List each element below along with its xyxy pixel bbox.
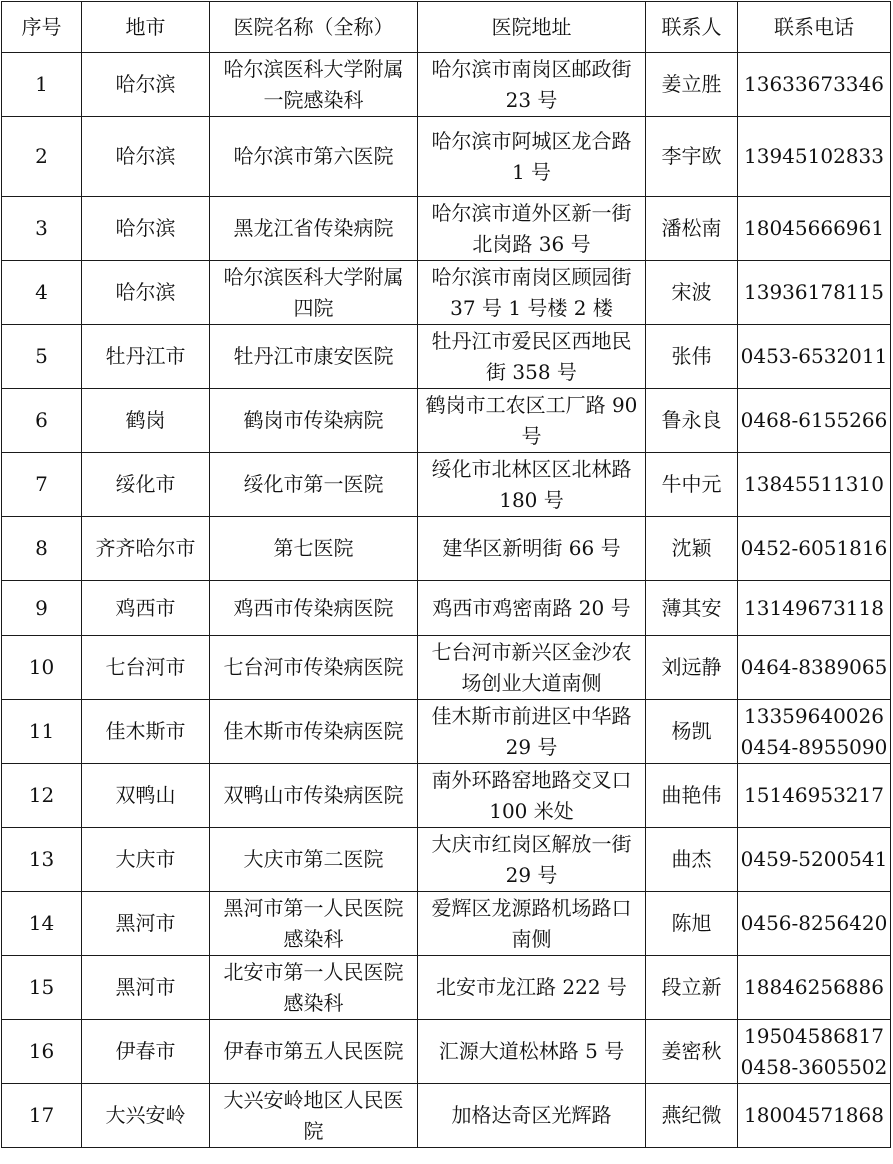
city-cell: 哈尔滨 xyxy=(82,261,210,325)
address-cell: 哈尔滨市阿城区龙合路 1 号 xyxy=(418,117,646,197)
contact-person-cell: 宋波 xyxy=(646,261,738,325)
row-number-cell: 15 xyxy=(2,956,82,1020)
table-row xyxy=(2,1020,891,1084)
address-cell: 大庆市红岗区解放一街 29 号 xyxy=(418,828,646,892)
contact-person-cell: 陈旭 xyxy=(646,892,738,956)
row-number-cell: 4 xyxy=(2,261,82,325)
table-row xyxy=(2,389,891,453)
row-number-cell: 11 xyxy=(2,700,82,764)
contact-person-cell: 段立新 xyxy=(646,956,738,1020)
hospital-name-cell: 七台河市传染病医院 xyxy=(210,636,418,700)
city-cell: 哈尔滨 xyxy=(82,197,210,261)
address-cell: 七台河市新兴区金沙农场创业大道南侧 xyxy=(418,636,646,700)
city-cell: 七台河市 xyxy=(82,636,210,700)
header-row xyxy=(2,2,891,53)
phone-number: 13936178115 xyxy=(744,280,884,304)
address-cell: 北安市龙江路 222 号 xyxy=(418,956,646,1020)
phone-number: 0464-8389065 xyxy=(740,655,888,679)
row-number-cell: 12 xyxy=(2,764,82,828)
row-number-cell: 6 xyxy=(2,389,82,453)
city-cell: 绥化市 xyxy=(82,453,210,517)
hospital-name-cell: 绥化市第一医院 xyxy=(210,453,418,517)
contact-person-cell: 沈颖 xyxy=(646,517,738,581)
contact-person-cell: 牛中元 xyxy=(646,453,738,517)
table-row xyxy=(2,53,891,117)
contact-person-cell: 杨凯 xyxy=(646,700,738,764)
hospital-name-cell: 第七医院 xyxy=(210,517,418,581)
address-cell: 哈尔滨市道外区新一街北岗路 36 号 xyxy=(418,197,646,261)
table-row xyxy=(2,517,891,581)
hospital-name-cell: 北安市第一人民医院感染科 xyxy=(210,956,418,1020)
hospital-name-cell: 双鸭山市传染病医院 xyxy=(210,764,418,828)
phone-cell xyxy=(738,636,891,700)
phone-cell xyxy=(738,453,891,517)
hospital-name-cell: 大兴安岭地区人民医院 xyxy=(210,1084,418,1148)
contact-person-cell: 张伟 xyxy=(646,325,738,389)
city-cell: 哈尔滨 xyxy=(82,53,210,117)
hospital-name-cell: 哈尔滨市第六医院 xyxy=(210,117,418,197)
table-row xyxy=(2,764,891,828)
phone-cell xyxy=(738,828,891,892)
phone-number: 18045666961 xyxy=(744,216,884,240)
address-cell: 加格达奇区光辉路 xyxy=(418,1084,646,1148)
hospital-name-cell: 伊春市第五人民医院 xyxy=(210,1020,418,1084)
table-row xyxy=(2,117,891,197)
address-cell: 牡丹江市爱民区西地民街 358 号 xyxy=(418,325,646,389)
phone-number: 19504586817 xyxy=(744,1023,884,1048)
contact-person-cell: 曲杰 xyxy=(646,828,738,892)
phone-number: 13845511310 xyxy=(744,472,884,496)
phone-number: 13149673118 xyxy=(744,595,884,620)
address-cell: 鹤岗市工农区工厂路 90 号 xyxy=(418,389,646,453)
hospital-name-cell: 鹤岗市传染病院 xyxy=(210,389,418,453)
city-cell: 牡丹江市 xyxy=(82,325,210,389)
phone-cell xyxy=(738,517,891,581)
table-row xyxy=(2,453,891,517)
phone-cell xyxy=(738,117,891,197)
phone-cell xyxy=(738,261,891,325)
phone-number: 13633673346 xyxy=(744,72,884,96)
hospital-name-cell: 佳木斯市传染病医院 xyxy=(210,700,418,764)
phone-cell xyxy=(738,764,891,828)
city-cell: 佳木斯市 xyxy=(82,700,210,764)
contact-person-cell: 李宇欧 xyxy=(646,117,738,197)
city-cell: 大兴安岭 xyxy=(82,1084,210,1148)
contact-person-cell: 薄其安 xyxy=(646,581,738,636)
phone-number: 0468-6155266 xyxy=(740,408,888,432)
city-cell: 黑河市 xyxy=(82,892,210,956)
row-number-cell: 2 xyxy=(2,117,82,197)
phone-cell xyxy=(738,1084,891,1148)
phone-number: 0452-6051816 xyxy=(740,536,888,560)
address-cell: 哈尔滨市南岗区邮政街 23 号 xyxy=(418,53,646,117)
city-cell: 哈尔滨 xyxy=(82,117,210,197)
city-cell: 黑河市 xyxy=(82,956,210,1020)
phone-number: 13945102833 xyxy=(744,144,884,168)
hospital-name-cell: 哈尔滨医科大学附属一院感染科 xyxy=(210,53,418,117)
hospital-table xyxy=(1,1,891,1148)
contact-person-cell: 刘远静 xyxy=(646,636,738,700)
address-cell: 爱辉区龙源路机场路口南侧 xyxy=(418,892,646,956)
table-row xyxy=(2,325,891,389)
phone-number: 18846256886 xyxy=(744,975,884,999)
city-cell: 鹤岗 xyxy=(82,389,210,453)
city-cell: 伊春市 xyxy=(82,1020,210,1084)
address-cell: 汇源大道松林路 5 号 xyxy=(418,1020,646,1084)
phone-number: 0456-8256420 xyxy=(740,911,888,935)
header-cell: 联系人 xyxy=(646,2,738,53)
city-cell: 齐齐哈尔市 xyxy=(82,517,210,581)
row-number-cell: 10 xyxy=(2,636,82,700)
phone-number: 0458-3605502 xyxy=(740,1054,888,1079)
phone-cell xyxy=(738,892,891,956)
address-cell: 建华区新明街 66 号 xyxy=(418,517,646,581)
phone-cell xyxy=(738,53,891,117)
phone-cell xyxy=(738,389,891,453)
city-cell: 大庆市 xyxy=(82,828,210,892)
table-row xyxy=(2,581,891,636)
phone-cell xyxy=(738,1020,891,1084)
table-row xyxy=(2,636,891,700)
contact-person-cell: 姜立胜 xyxy=(646,53,738,117)
contact-person-cell: 潘松南 xyxy=(646,197,738,261)
table-row xyxy=(2,956,891,1020)
phone-cell xyxy=(738,197,891,261)
phone-number: 13359640026 xyxy=(744,703,884,728)
contact-person-cell: 曲艳伟 xyxy=(646,764,738,828)
row-number-cell: 8 xyxy=(2,517,82,581)
table-row xyxy=(2,261,891,325)
header-cell: 医院名称（全称） xyxy=(210,2,418,53)
phone-number: 0459-5200541 xyxy=(740,847,888,871)
row-number-cell: 5 xyxy=(2,325,82,389)
phone-cell xyxy=(738,956,891,1020)
row-number-cell: 3 xyxy=(2,197,82,261)
row-number-cell: 13 xyxy=(2,828,82,892)
phone-number: 18004571868 xyxy=(744,1103,884,1127)
row-number-cell: 14 xyxy=(2,892,82,956)
phone-number: 15146953217 xyxy=(744,783,884,807)
table-row xyxy=(2,828,891,892)
table-row xyxy=(2,700,891,764)
header-cell: 序号 xyxy=(2,2,82,53)
row-number-cell: 17 xyxy=(2,1084,82,1148)
header-cell: 联系电话 xyxy=(738,2,891,53)
hospital-name-cell: 黑河市第一人民医院感染科 xyxy=(210,892,418,956)
contact-person-cell: 燕纪微 xyxy=(646,1084,738,1148)
address-cell: 鸡西市鸡密南路 20 号 xyxy=(418,581,646,636)
table-row xyxy=(2,1084,891,1148)
row-number-cell: 9 xyxy=(2,581,82,636)
table-row xyxy=(2,892,891,956)
address-cell: 南外环路窑地路交叉口 100 米处 xyxy=(418,764,646,828)
hospital-name-cell: 鸡西市传染病医院 xyxy=(210,581,418,636)
city-cell: 双鸭山 xyxy=(82,764,210,828)
phone-cell xyxy=(738,700,891,764)
hospital-name-cell: 大庆市第二医院 xyxy=(210,828,418,892)
hospital-name-cell: 牡丹江市康安医院 xyxy=(210,325,418,389)
header-cell: 地市 xyxy=(82,2,210,53)
row-number-cell: 1 xyxy=(2,53,82,117)
table-row xyxy=(2,197,891,261)
contact-person-cell: 鲁永良 xyxy=(646,389,738,453)
phone-number: 0453-6532011 xyxy=(740,344,888,368)
hospital-name-cell: 黑龙江省传染病院 xyxy=(210,197,418,261)
address-cell: 哈尔滨市南岗区顾园街 37 号 1 号楼 2 楼 xyxy=(418,261,646,325)
phone-cell xyxy=(738,581,891,636)
address-cell: 绥化市北林区区北林路 180 号 xyxy=(418,453,646,517)
hospital-name-cell: 哈尔滨医科大学附属四院 xyxy=(210,261,418,325)
address-cell: 佳木斯市前进区中华路 29 号 xyxy=(418,700,646,764)
contact-person-cell: 姜密秋 xyxy=(646,1020,738,1084)
row-number-cell: 7 xyxy=(2,453,82,517)
city-cell: 鸡西市 xyxy=(82,581,210,636)
table-body xyxy=(2,53,891,1148)
row-number-cell: 16 xyxy=(2,1020,82,1084)
phone-number: 0454-8955090 xyxy=(740,734,888,759)
header-cell: 医院地址 xyxy=(418,2,646,53)
phone-cell xyxy=(738,325,891,389)
